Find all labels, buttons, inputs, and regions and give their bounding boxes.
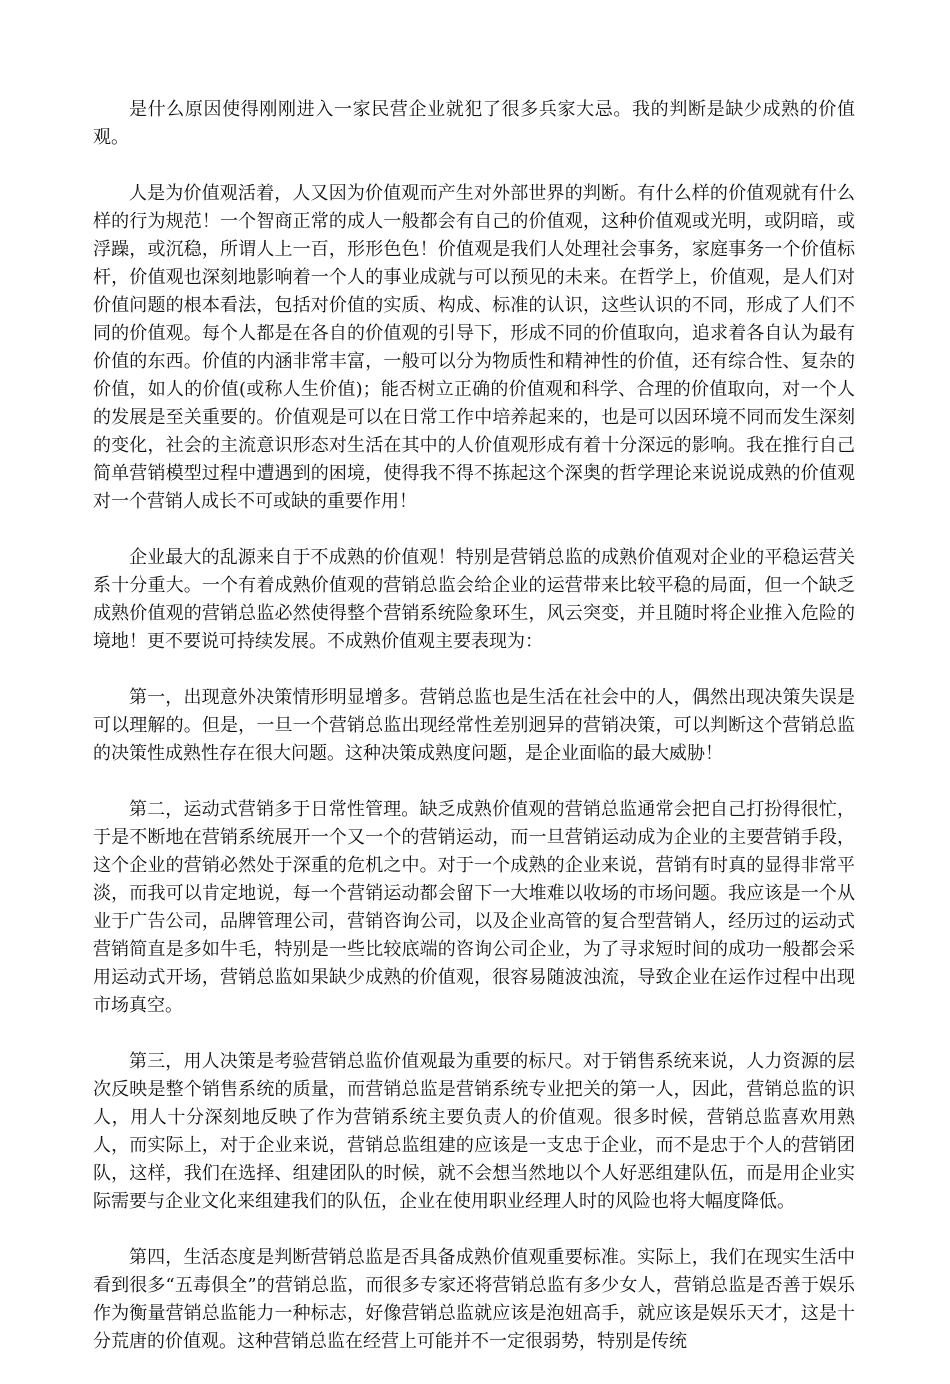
paragraph-values-definition: 人是为价值观活着，人又因为价值观而产生对外部世界的判断。有什么样的价值观就有什么样的行为规范！一个智商正常的成人一般都会有自己的价值观，这种价值观或光明，或阴暗，或浮躁，或沉稳，所谓人上一百，形形色色！价值观是我们人处理社会事务，家庭事务一个价值标杆，价值观也深刻地影响着一个人的事业成就与可以预见的未来。在哲学上，价值观，是人们对价值问题的根本看法，包括对价值的实质、构成、标准的认识，这些认识的不同，形成了人们不同的价值观。每个人都是在各自的价值观的引导下，形成不同的价值取向，追求着各自认为最有价值的东西。价值的内涵非常丰富，一般可以分为物质性和精神性的价值，还有综合性、复杂的价值，如人的价值(或称人生价值)；能否树立正确的价值观和科学、合理的价值取向，对一个人的发展是至关重要的。价值观是可以在日常工作中培养起来的，也是可以因环境不同而发生深刻的变化，社会的主流意识形态对生活在其中的人价值观形成有着十分深远的影响。我在推行自己简单营销模型过程中遭遇到的困境，使得我不得不拣起这个深奥的哲学理论来说说成熟的价值观对一个营销人成长不可或缺的重要作用！: [93, 183, 855, 512]
paragraph-point-3: 第三，用人决策是考验营销总监价值观最为重要的标尺。对于销售系统来说，人力资源的层次反映是整个销售系统的质量，而营销总监是营销系统专业把关的第一人，因此，营销总监的识人，用人十分深刻地反映了作为营销系统主要负责人的价值观。很多时候，营销总监喜欢用熟人，而实际上，对于企业来说，营销总监组建的应该是一支忠于企业，而不是忠于个人的营销团队，这样，我们在选择、组建团队的时候，就不会想当然地以个人好恶组建队伍，而是用企业实际需要与企业文化来组建我们的队伍，企业在使用职业经理人时的风险也将大幅度降低。: [93, 1051, 855, 1212]
paragraph-point-2: 第二，运动式营销多于日常性管理。缺乏成熟价值观的营销总监通常会把自己打扮得很忙，于是不断地在营销系统展开一个又一个的营销运动，而一旦营销运动成为企业的主要营销手段，这个企业的营销必然处于深重的危机之中。对于一个成熟的企业来说，营销有时真的显得非常平淡，而我可以肯定地说，每一个营销运动都会留下一大堆难以收场的市场问题。我应该是一个从业于广告公司，品牌管理公司，营销咨询公司，以及企业高管的复合型营销人，经历过的运动式营销简直是多如牛毛，特别是一些比较底端的咨询公司企业，为了寻求短时间的成功一般都会采用运动式开场，营销总监如果缺少成熟的价值观，很容易随波浊流，导致企业在运作过程中出现市场真空。: [93, 799, 855, 1016]
paragraph-immature-values: 企业最大的乱源来自于不成熟的价值观！特别是营销总监的成熟价值观对企业的平稳运营关系十分重大。一个有着成熟价值观的营销总监会给企业的运营带来比较平稳的局面，但一个缺乏成熟价值观的营销总监必然使得整个营销系统险象环生，风云突变，并且随时将企业推入危险的境地！更不要说可持续发展。不成熟价值观主要表现为：: [93, 547, 855, 652]
document-page: [93, 96, 855, 1384]
paragraph-point-1: 第一，出现意外决策情形明显增多。营销总监也是生活在社会中的人，偶然出现决策失误是可以理解的。但是，一旦一个营销总监出现经常性差别迥异的营销决策，可以判断这个营销总监的决策性成熟性存在很大问题。这种决策成熟度问题，是企业面临的最大威胁！: [93, 687, 855, 764]
paragraph-intro: 是什么原因使得刚刚进入一家民营企业就犯了很多兵家大忌。我的判断是缺少成熟的价值观。: [93, 99, 855, 148]
paragraph-point-4: 第四，生活态度是判断营销总监是否具备成熟价值观重要标准。实际上，我们在现实生活中看到很多“五毒俱全”的营销总监，而很多专家还将营销总监有多少女人，营销总监是否善于娱乐作为衡量营销总监能力一种标志，好像营销总监就应该是泡妞高手，就应该是娱乐天才，这是十分荒唐的价值观。这种营销总监在经营上可能并不一定很弱势，特别是传统: [93, 1247, 855, 1352]
